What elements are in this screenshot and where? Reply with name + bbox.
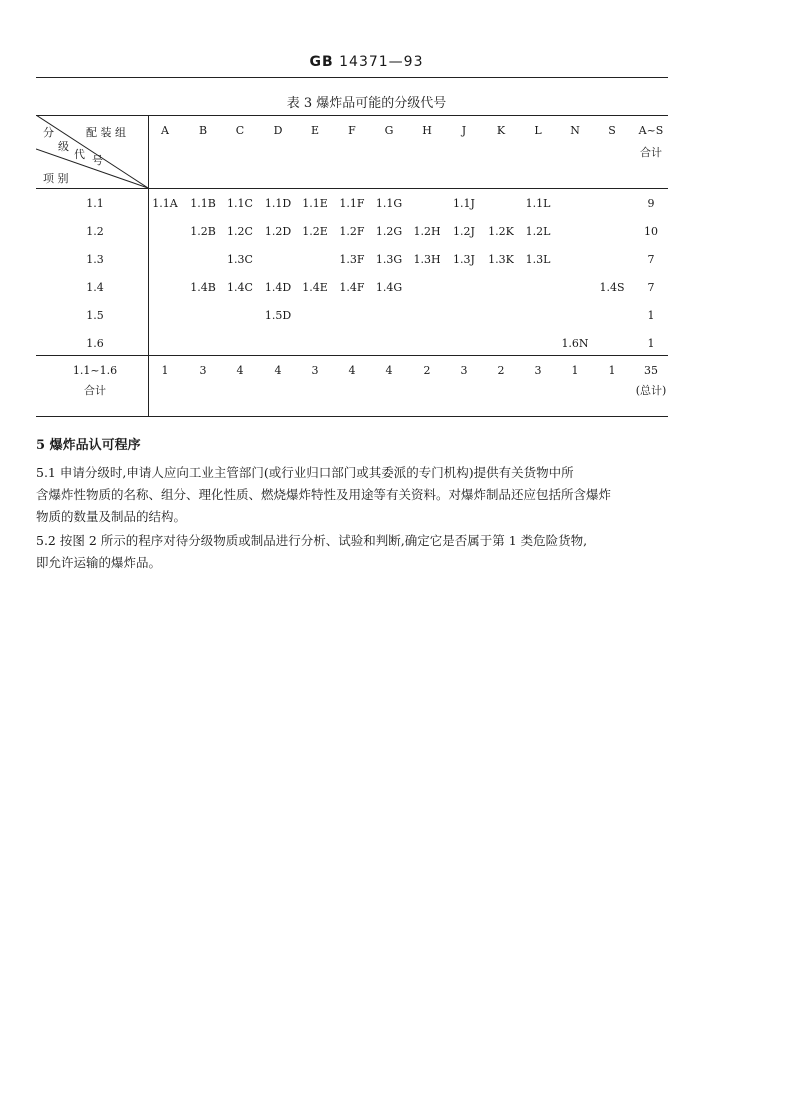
column-total: 1 [608, 364, 616, 377]
paragraph-5-1-line2: 含爆炸性物质的名称、组分、理化性质、燃烧爆炸特性及用途等有关资料。对爆炸制品还应包括所含爆炸 [36, 487, 612, 502]
row-total: 7 [647, 281, 655, 294]
row-total: 7 [647, 253, 655, 266]
paragraph-5-2-line2: 即允许运输的爆炸品。 [36, 555, 162, 570]
table-cell: 1.3H [413, 253, 441, 266]
total-header-line2: 合计 [640, 146, 662, 159]
table-cell: 1.1L [525, 197, 551, 210]
table-cell: 1.2B [190, 225, 216, 238]
table-cell: 1.3G [375, 253, 403, 266]
corner-code-char1: 代 [74, 148, 85, 161]
table-cell: 1.2F [339, 225, 365, 238]
column-total: 3 [199, 364, 207, 377]
row-total: 9 [647, 197, 655, 210]
table-cell: 1.1A [152, 197, 178, 210]
column-total: 4 [385, 364, 393, 377]
table-cell: 1.2D [264, 225, 292, 238]
table-cell: 1.4G [375, 281, 403, 294]
table-cell: 1.1D [264, 197, 292, 210]
column-total: 2 [497, 364, 505, 377]
table-cell: 1.6N [561, 337, 589, 350]
column-header: A [161, 124, 169, 137]
column-header: K [496, 124, 506, 137]
table-cell: 1.1G [375, 197, 403, 210]
row-total: 1 [647, 337, 655, 350]
sum-row-label-line1: 1.1~1.6 [72, 364, 118, 377]
row-label: 1.5 [86, 309, 104, 322]
column-header: D [273, 124, 283, 137]
table-cell: 1.3C [227, 253, 253, 266]
row-label: 1.6 [86, 337, 104, 350]
table-cell: 1.1B [190, 197, 216, 210]
column-header: L [534, 124, 542, 137]
row-label: 1.4 [86, 281, 104, 294]
column-total: 3 [534, 364, 542, 377]
column-header: J [461, 124, 467, 137]
column-total: 2 [423, 364, 431, 377]
table-cell: 1.2H [413, 225, 441, 238]
corner-code-char2: 号 [92, 154, 103, 167]
table-cell: 1.3F [339, 253, 365, 266]
table-cell: 1.3J [453, 253, 475, 266]
column-total: 1 [571, 364, 579, 377]
table-sum-rule [36, 355, 668, 356]
column-header: C [235, 124, 245, 137]
table-cell: 1.4C [227, 281, 253, 294]
total-header-line1: A~S [638, 124, 664, 137]
table-cell: 1.4E [302, 281, 328, 294]
column-header: E [310, 124, 320, 137]
table-header-rule [36, 188, 668, 189]
row-label: 1.2 [86, 225, 104, 238]
table-cell: 1.2L [525, 225, 551, 238]
table-cell: 1.4S [599, 281, 625, 294]
column-header: G [384, 124, 394, 137]
table-cell: 1.5D [264, 309, 292, 322]
table-cell: 1.1C [227, 197, 253, 210]
corner-group-label: 配 装 组 [86, 126, 126, 139]
column-total: 3 [311, 364, 319, 377]
table-cell: 1.2J [453, 225, 475, 238]
table-cell: 1.4F [339, 281, 365, 294]
row-total: 10 [644, 225, 658, 238]
table-cell: 1.2G [375, 225, 403, 238]
corner-division-label: 项 别 [43, 172, 69, 185]
table-cell: 1.3L [525, 253, 551, 266]
table-cell: 1.1J [453, 197, 475, 210]
table-cell: 1.4B [190, 281, 216, 294]
column-header: B [198, 124, 208, 137]
table-cell: 1.2C [227, 225, 253, 238]
table-cell: 1.1F [339, 197, 365, 210]
standard-id: 14371—93 [339, 54, 424, 70]
corner-class-char1: 分 [43, 126, 54, 139]
column-total: 4 [274, 364, 282, 377]
classification-table [0, 0, 800, 430]
column-total: 4 [236, 364, 244, 377]
paragraph-5-2 [36, 530, 676, 574]
table-cell: 1.3K [488, 253, 514, 266]
column-total: 3 [460, 364, 468, 377]
column-header: F [348, 124, 356, 137]
column-header: H [422, 124, 432, 137]
paragraph-5-1-line1: 5.1 申请分级时,申请人应向工业主管部门(或行业归口部门或其委派的专门机构)提供有关货物中所 [36, 465, 574, 480]
table-bottom-rule [36, 416, 668, 417]
grand-total-note: (总计) [635, 384, 667, 397]
table-cell: 1.2E [302, 225, 328, 238]
table-cell: 1.1E [302, 197, 328, 210]
column-total: 4 [348, 364, 356, 377]
table-cell: 1.4D [264, 281, 292, 294]
grand-total: 35 [644, 364, 658, 377]
standard-code: GB [309, 54, 334, 70]
section-heading: 5 爆炸品认可程序 [36, 438, 141, 453]
paragraph-5-1 [36, 462, 676, 528]
column-header: N [570, 124, 580, 137]
column-header: S [608, 124, 616, 137]
row-label: 1.3 [86, 253, 104, 266]
row-total: 1 [647, 309, 655, 322]
paragraph-5-1-line3: 物质的数量及制品的结构。 [36, 509, 187, 524]
table-cell: 1.2K [488, 225, 514, 238]
sum-row-label-line2: 合计 [84, 384, 106, 397]
row-label: 1.1 [86, 197, 104, 210]
table-title: 表 3 爆炸品可能的分级代号 [286, 96, 447, 111]
column-total: 1 [161, 364, 169, 377]
corner-class-char2: 级 [58, 140, 69, 153]
paragraph-5-2-line1: 5.2 按图 2 所示的程序对待分级物质或制品进行分析、试验和判断,确定它是否属于第 1 类危险货物, [36, 533, 588, 548]
